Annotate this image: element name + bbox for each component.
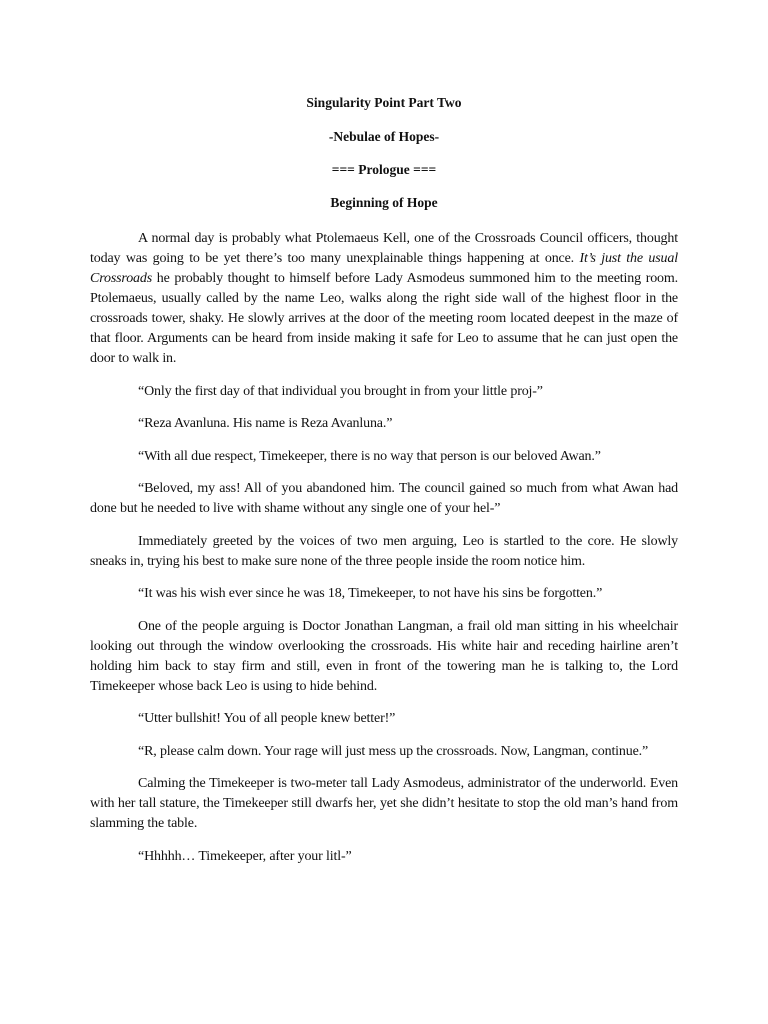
paragraph [90,617,678,697]
paragraph-text: “With all due respect, Timekeeper, there is no way that person is our beloved Awan.” [138,448,601,464]
chapter-heading: Beginning of Hope [330,195,438,210]
paragraph-text: he probably thought to himself before Lady Asmodeus summoned him to the meeting room. Ptolemaeus, usually called by the name Leo, walks along the right side wall of the highest floor in the crossroads tower, shaky. He slowly arrives at the door of the meeting room located deepest in the maze of that floor. Arguments can be heard from inside making it safe for Leo to assume that he can just open the door to walk in. [90,271,678,366]
paragraph-text: “Beloved, my ass! All of you abandoned him. The council gained so much from what Awan had done but he needed to live with shame without any single one of your hel-” [90,481,678,516]
paragraph [90,414,678,434]
paragraph-text: “R, please calm down. Your rage will just mess up the crossroads. Now, Langman, continue.” [138,743,649,759]
paragraph-text: Calming the Timekeeper is two-meter tall Lady Asmodeus, administrator of the underworld. Even with her tall stature, the Timekeeper still dwarfs her, yet she didn’t hesitate to stop the old man’s hand from slamming the table. [90,776,678,831]
document-title: Singularity Point Part Two [306,95,462,110]
paragraph [90,479,678,519]
paragraph-text: “Utter bullshit! You of all people knew better!” [138,711,396,726]
paragraph-text: “Hhhhh… Timekeeper, after your litl-” [138,848,352,864]
paragraph [90,229,678,369]
paragraph-text: “It was his wish ever since he was 18, Timekeeper, to not have his sins be forgotten.” [138,586,603,601]
section-heading: === Prologue === [331,162,437,177]
paragraph [90,742,678,762]
paragraph [90,847,678,867]
paragraph [90,774,678,834]
italic-text: It’s just the usual Crossroads [90,251,678,286]
paragraph-text: “Reza Avanluna. His name is Reza Avanluna.” [138,416,393,431]
paragraph [90,447,678,467]
paragraph-text: “Only the first day of that individual you brought in from your little proj-” [138,383,543,399]
paragraph [90,709,678,729]
document-subtitle: -Nebulae of Hopes- [328,129,440,144]
document-body [90,229,678,879]
paragraph-text: Immediately greeted by the voices of two men arguing, Leo is startled to the core. He slowly sneaks in, trying his best to make sure none of the three people inside the room notice him. [90,533,678,569]
paragraph [90,382,678,402]
paragraph-text: One of the people arguing is Doctor Jonathan Langman, a frail old man sitting in his wheelchair looking out through the window overlooking the crossroads. His white hair and receding hairline aren’t holding him back to stay firm and still, even in front of the towering man he is talking to, the Lord Timekeeper whose back Leo is using to hide behind. [90,618,678,694]
paragraph [90,532,678,572]
paragraph-text: A normal day is probably what Ptolemaeus Kell, one of the Crossroads Council officers, thought today was going to be yet there’s too many unexplainable things happening at once. [90,231,678,266]
paragraph [90,584,678,604]
